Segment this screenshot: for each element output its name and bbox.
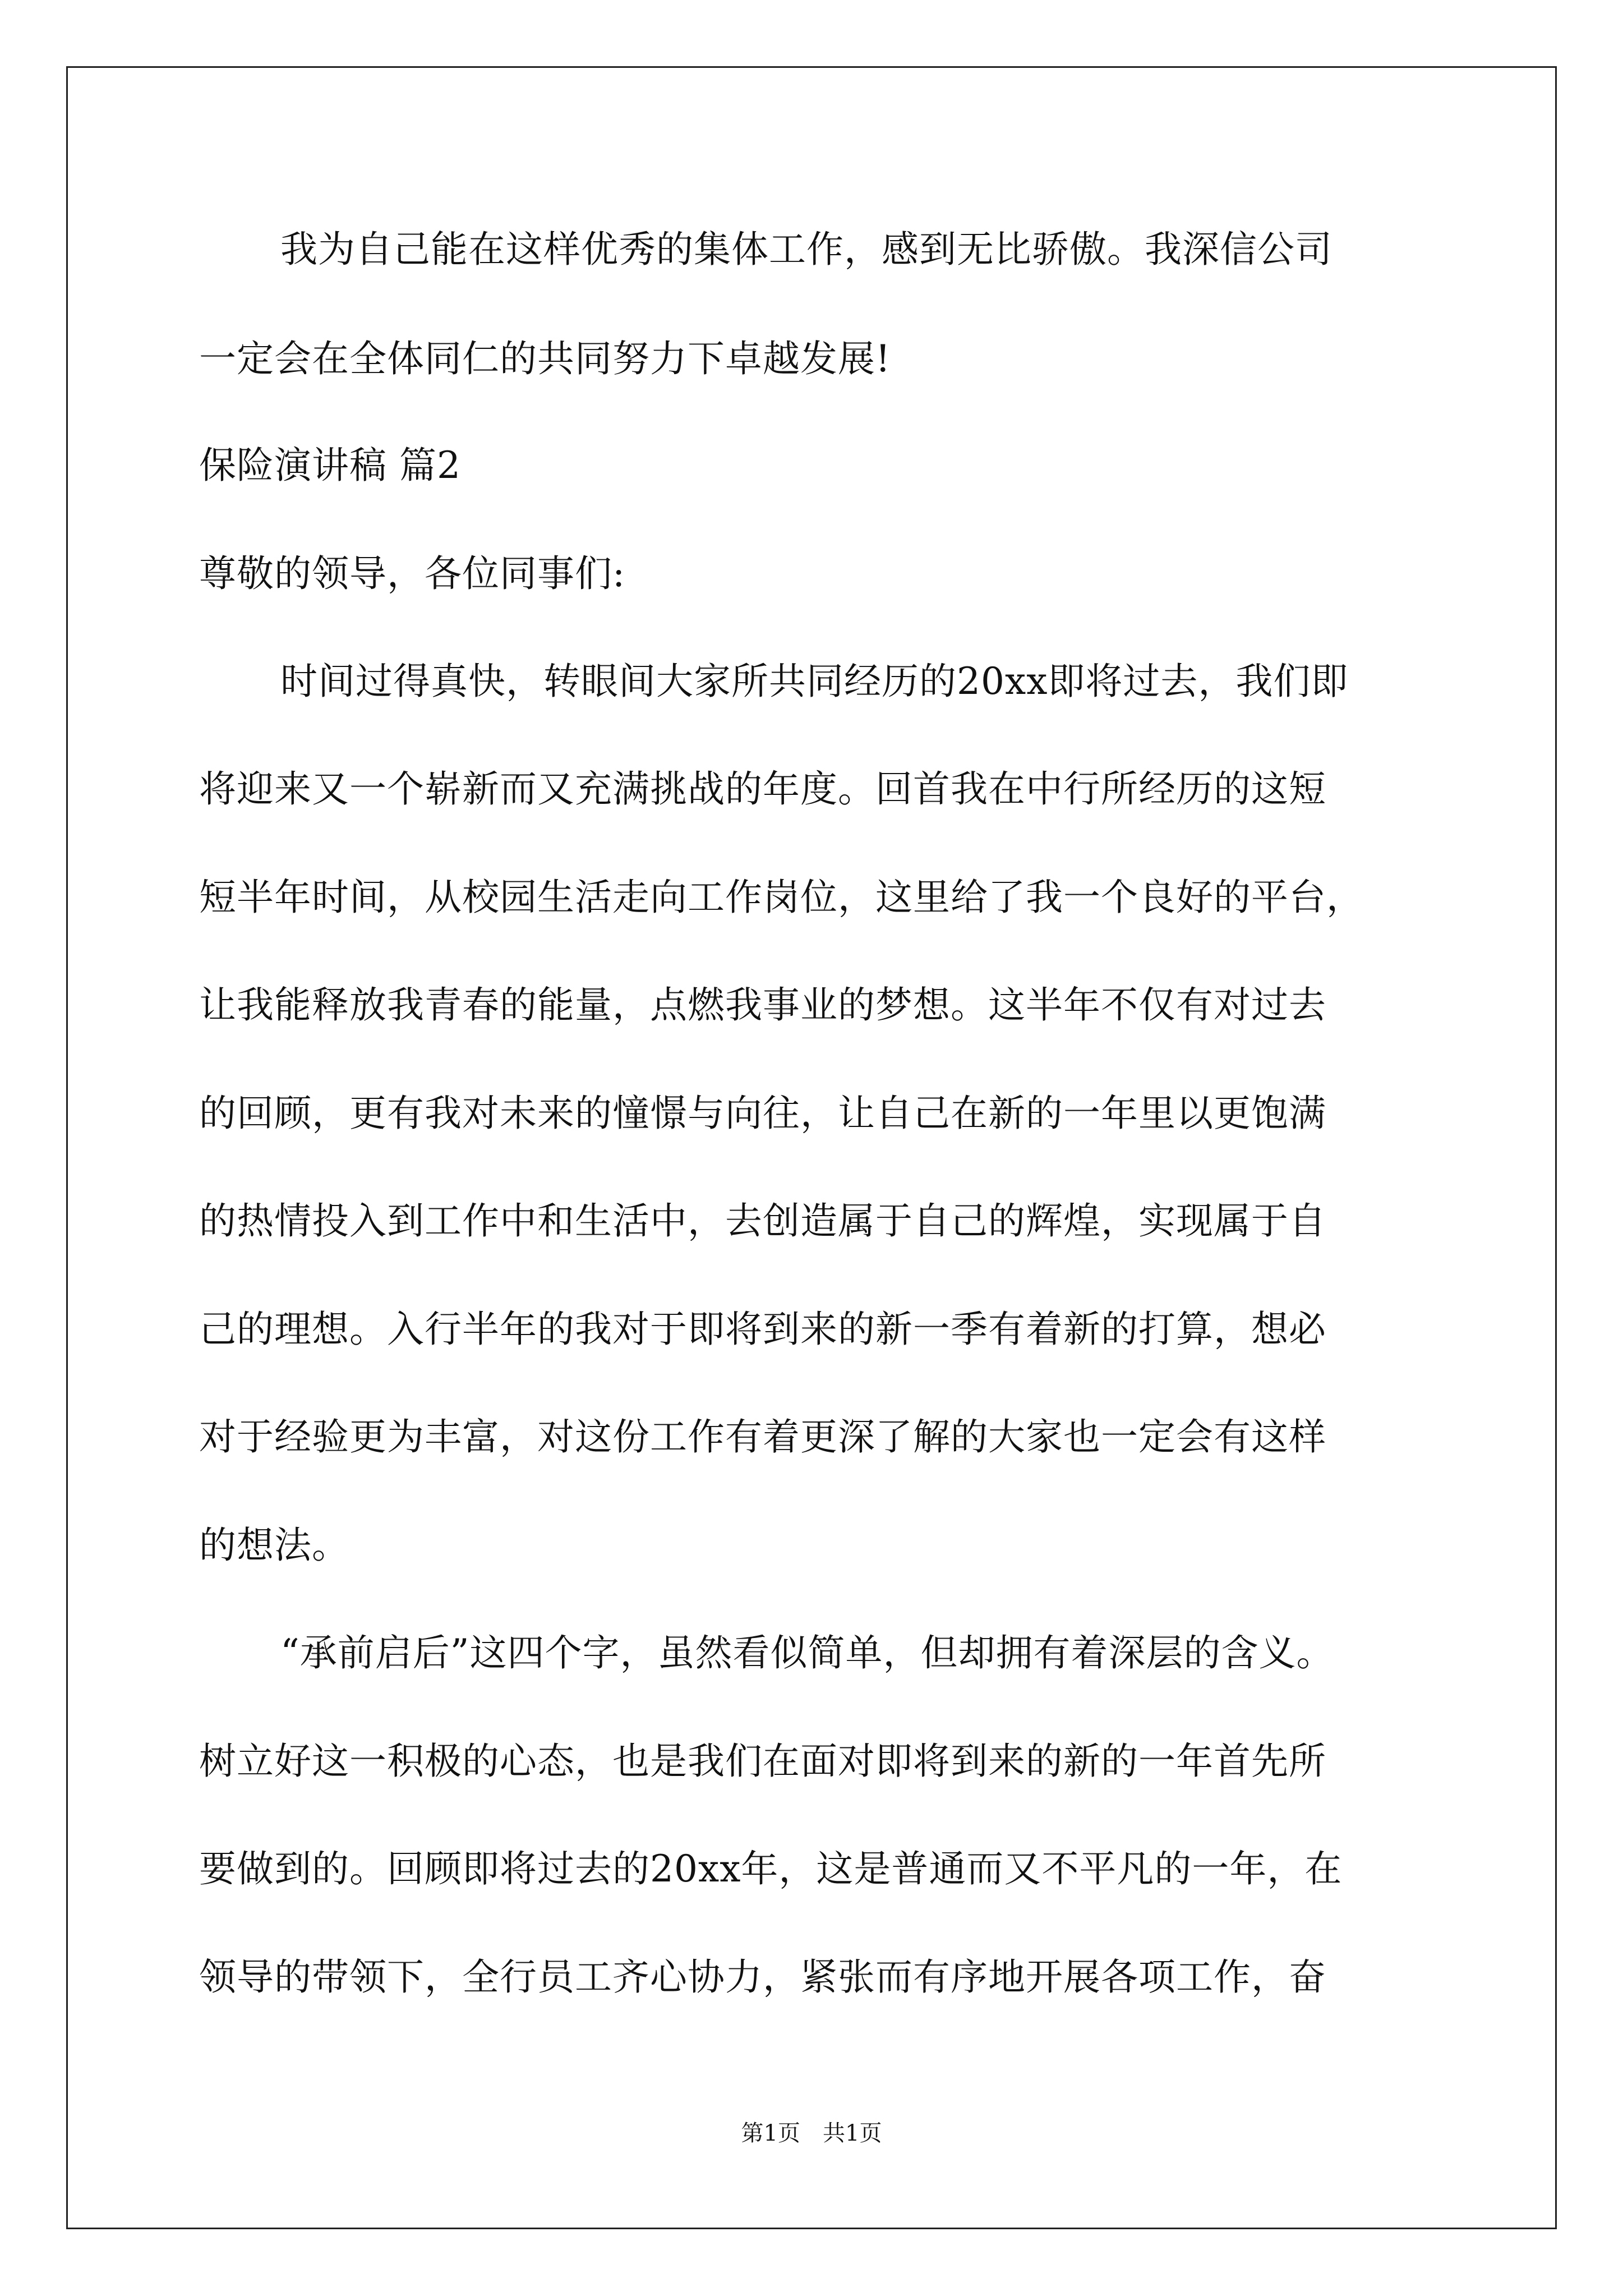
- paragraph-line: 要做到的。回顾即将过去的20xx年，这是普通而又不平凡的一年，在: [199, 1847, 1343, 1890]
- page-footer: 第1页 共1页: [741, 2120, 882, 2146]
- section-heading: 保险演讲稿 篇2: [199, 444, 461, 487]
- paragraph-line: 对于经验更为丰富，对这份工作有着更深了解的大家也一定会有这样: [199, 1415, 1326, 1458]
- paragraph-line: 领导的带领下，全行员工齐心协力，紧张而有序地开展各项工作，奋: [199, 1955, 1326, 1999]
- paragraph-line: 一定会在全体同仁的共同努力下卓越发展!: [199, 337, 891, 380]
- paragraph-line: “承前启后”这四个字，虽然看似简单，但却拥有着深层的含义。: [280, 1631, 1334, 1674]
- paragraph-line: 的回顾，更有我对未来的憧憬与向往，让自己在新的一年里以更饱满: [199, 1092, 1326, 1135]
- paragraph-line: 树立好这一积极的心态，也是我们在面对即将到来的新的一年首先所: [199, 1740, 1326, 1783]
- paragraph-line: 将迎来又一个崭新而又充满挑战的年度。回首我在中行所经历的这短: [199, 767, 1326, 811]
- paragraph-line: 的热情投入到工作中和生活中，去创造属于自己的辉煌，实现属于自: [199, 1199, 1326, 1243]
- page-border: [66, 66, 1557, 2229]
- salutation: 尊敬的领导，各位同事们:: [199, 552, 626, 595]
- paragraph-line: 短半年时间，从校园生活走向工作岗位，这里给了我一个良好的平台，: [199, 876, 1364, 919]
- paragraph-line: 的想法。: [199, 1524, 349, 1567]
- paragraph-line: 时间过得真快，转眼间大家所共同经历的20xx即将过去，我们即: [280, 660, 1349, 703]
- paragraph-line: 我为自己能在这样优秀的集体工作，感到无比骄傲。我深信公司: [280, 228, 1332, 271]
- paragraph-line: 让我能释放我青春的能量，点燃我事业的梦想。这半年不仅有对过去: [199, 983, 1326, 1027]
- paragraph-line: 己的理想。入行半年的我对于即将到来的新一季有着新的打算，想必: [199, 1308, 1326, 1351]
